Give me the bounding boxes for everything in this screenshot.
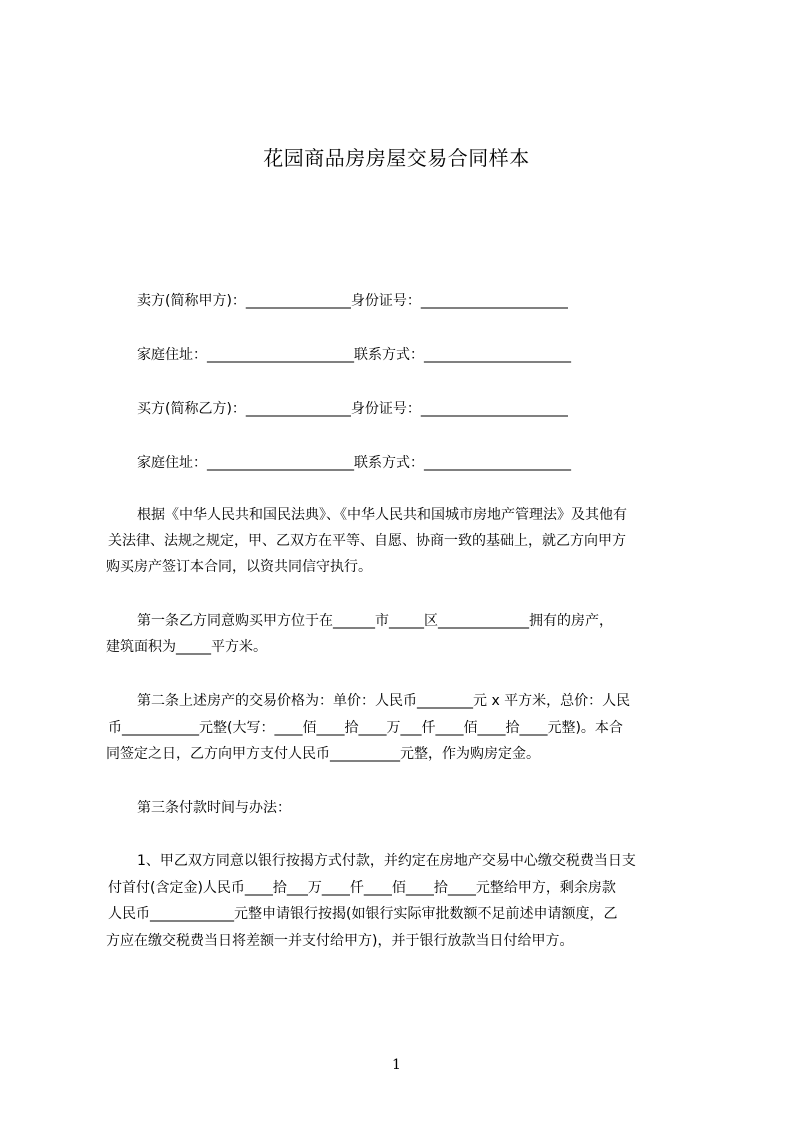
seller-info-text: 卖方(简称甲方)：_______________身份证号：_____________________ (137, 293, 568, 309)
buyer-info-text: 买方(简称乙方)：_______________身份证号：_____________________ (137, 401, 568, 417)
intro-text-3: 购买房产签订本合同，以资共同信守执行。 (106, 559, 372, 575)
document-title: 花园商品房房屋交易合同样本 (263, 146, 530, 170)
article-3-text-1: 1、甲乙双方同意以银行按揭方式付款，并约定在房地产交易中心缴交税费当日支 (137, 853, 636, 869)
intro-text-2: 关法律、法规之规定，甲、乙双方在平等、自愿、协商一致的基础上，就乙方向甲方 (108, 533, 626, 549)
article-3-text-2: 付首付(含定金)人民币____拾___万____仟____佰____拾____元整给甲方，剩余房款 (108, 880, 616, 896)
article-2-text-2: 币___________元整(大写：____佰____拾____万___仟____佰____拾____元整)。本合 (108, 720, 623, 736)
article-2-text-1: 第二条上述房产的交易价格为：单价：人民币________元 x 平方米，总价：人民 (137, 693, 631, 709)
article-1-text-1: 第一条乙方同意购买甲方位于在______市_____区_____________拥有的房产， (137, 613, 613, 629)
page-number: 1 (392, 1057, 401, 1073)
article-3-text-3: 人民币____________元整申请银行按揭(如银行实际审批数额不足前述申请额度，乙 (108, 906, 618, 922)
article-1-text-2: 建筑面积为_____平方米。 (106, 639, 267, 655)
article-3-text-4: 方应在缴交税费当日将差额一并支付给甲方)，并于银行放款当日付给甲方。 (106, 933, 574, 949)
article-3-heading: 第三条付款时间与办法： (137, 800, 291, 816)
intro-text-1: 根据《中华人民共和国民法典》、《中华人民共和国城市房地产管理法》及其他有 (137, 507, 627, 523)
seller-address-text: 家庭住址：_____________________联系方式：_____________________ (137, 347, 571, 363)
buyer-address-text: 家庭住址：_____________________联系方式：_____________________ (137, 455, 571, 471)
article-2-text-3: 同签定之日，乙方向甲方支付人民币__________元整，作为购房定金。 (106, 746, 540, 762)
